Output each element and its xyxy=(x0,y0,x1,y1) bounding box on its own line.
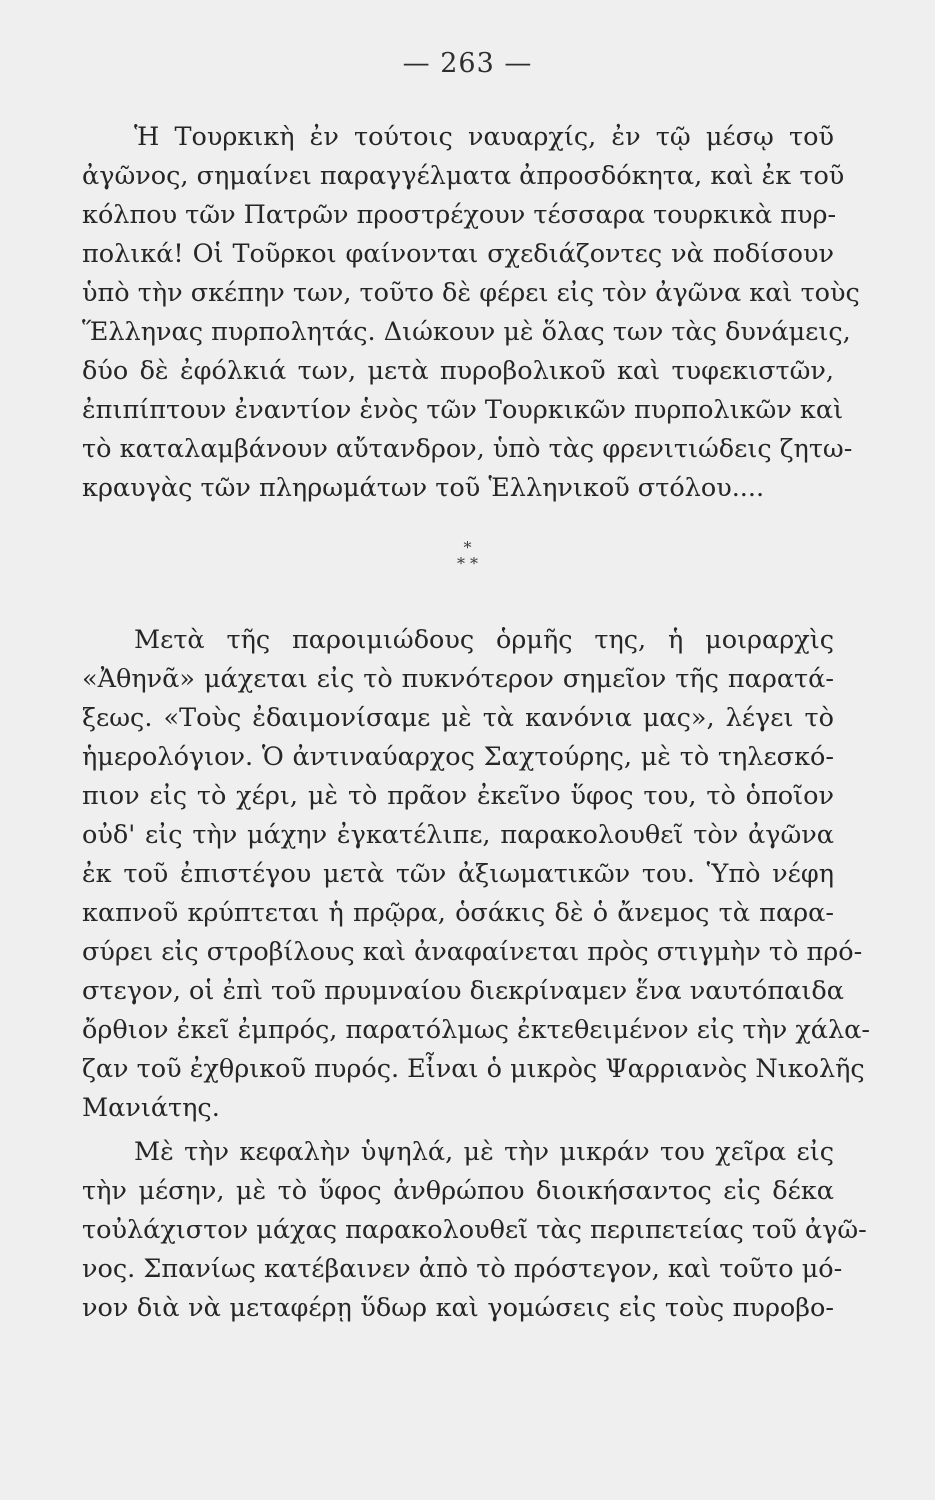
text-line: ὄρθιον ἐκεῖ ἐμπρός, παρατόλμως ἐκτεθειμένον εἰς τὴν χάλα- xyxy=(82,1015,871,1045)
text-line: ξεως. «Τοὺς ἐδαιμονίσαμε μὲ τὰ κανόνια μας», λέγει τὸ xyxy=(82,703,834,733)
text-line: Ἡ Τουρκικὴ ἐν τούτοις ναυαρχίς, ἐν τῷ μέσῳ τοῦ xyxy=(134,122,834,152)
text-line: τὸ καταλαμβάνουν αὔτανδρον, ὑπὸ τὰς φρενιτιώδεις ζητω- xyxy=(82,434,853,464)
text-line: καπνοῦ κρύπτεται ἡ πρῷρα, ὁσάκις δὲ ὁ ἄνεμος τὰ παρα- xyxy=(82,898,834,928)
text-line: ἐπιπίπτουν ἐναντίον ἑνὸς τῶν Τουρκικῶν πυρπολικῶν καὶ xyxy=(82,395,844,425)
paragraph-3 xyxy=(82,1133,867,1328)
text-line: ἐκ τοῦ ἐπιστέγου μετὰ τῶν ἀξιωματικῶν του. Ὑπὸ νέφη xyxy=(82,859,834,889)
text-line: σύρει εἰς στροβίλους καὶ ἀναφαίνεται πρὸς στιγμὴν τὸ πρό- xyxy=(82,937,863,967)
text-line: ἀγῶνος, σημαίνει παραγγέλματα ἀπροσδόκητα, καὶ ἐκ τοῦ xyxy=(82,161,845,191)
paragraph-2 xyxy=(82,621,871,1128)
text-line: νον διὰ νὰ μεταφέρῃ ὕδωρ καὶ γομώσεις εἰς τοὺς πυροβο- xyxy=(82,1293,834,1323)
text-line: κραυγὰς τῶν πληρωμάτων τοῦ Ἑλληνικοῦ στόλου.... xyxy=(82,473,765,503)
text-line: Μανιάτης. xyxy=(82,1093,220,1123)
text-line: ζαν τοῦ ἐχθρικοῦ πυρός. Εἶναι ὁ μικρὸς Ψαρριανὸς Νικολῆς xyxy=(82,1054,865,1084)
text-line: τὴν μέσην, μὲ τὸ ὕφος ἀνθρώπου διοικήσαντος εἰς δέκα xyxy=(82,1176,834,1206)
text-line: τοὐλάχιστον μάχας παρακολουθεῖ τὰς περιπετείας τοῦ ἀγῶ- xyxy=(82,1215,867,1245)
text-line: στεγον, οἱ ἐπὶ τοῦ πρυμναίου διεκρίναμεν ἕνα ναυτόπαιδα xyxy=(82,976,844,1006)
text-line: «Ἀθηνᾶ» μάχεται εἰς τὸ πυκνότερον σημεῖον τῆς παρατά- xyxy=(82,664,834,694)
text-line: νος. Σπανίως κατέβαινεν ἀπὸ τὸ πρόστεγον, καὶ τοῦτο μό- xyxy=(82,1254,843,1284)
page-number: — 263 — xyxy=(402,48,533,79)
text-line: πολικά! Οἱ Τοῦρκοι φαίνονται σχεδιάζοντες νὰ ποδίσουν xyxy=(82,239,834,269)
text-line: πιον εἰς τὸ χέρι, μὲ τὸ πρᾶον ἐκεῖνο ὕφος του, τὸ ὁποῖον xyxy=(82,781,834,811)
text-line: Μετὰ τῆς παροιμιώδους ὁρμῆς της, ἡ μοιραρχὶς xyxy=(134,625,834,655)
separator-asterisk-bottom: * * xyxy=(456,554,479,573)
text-line: Μὲ τὴν κεφαλὴν ὑψηλά, μὲ τὴν μικράν του χεῖρα εἰς xyxy=(134,1137,834,1167)
text-line: ὑπὸ τὴν σκέπην των, τοῦτο δὲ φέρει εἰς τὸν ἀγῶνα καὶ τοὺς xyxy=(82,278,860,308)
text-line: κόλπου τῶν Πατρῶν προστρέχουν τέσσαρα τουρκικὰ πυρ- xyxy=(82,200,837,230)
section-separator xyxy=(0,540,935,572)
separator-asterisk-top: * xyxy=(463,538,472,557)
text-line: ἡμερολόγιον. Ὁ ἀντιναύαρχος Σαχτούρης, μὲ τὸ τηλεσκό- xyxy=(82,742,834,772)
paragraph-1 xyxy=(82,118,860,508)
text-line: δύο δὲ ἐφόλκιά των, μετὰ πυροβολικοῦ καὶ τυφεκιστῶν, xyxy=(82,356,834,386)
text-line: οὐδ' εἰς τὴν μάχην ἐγκατέλιπε, παρακολουθεῖ τὸν ἀγῶνα xyxy=(82,820,834,850)
text-line: Ἕλληνας πυρπολητάς. Διώκουν μὲ ὅλας των τὰς δυνάμεις, xyxy=(82,317,851,347)
